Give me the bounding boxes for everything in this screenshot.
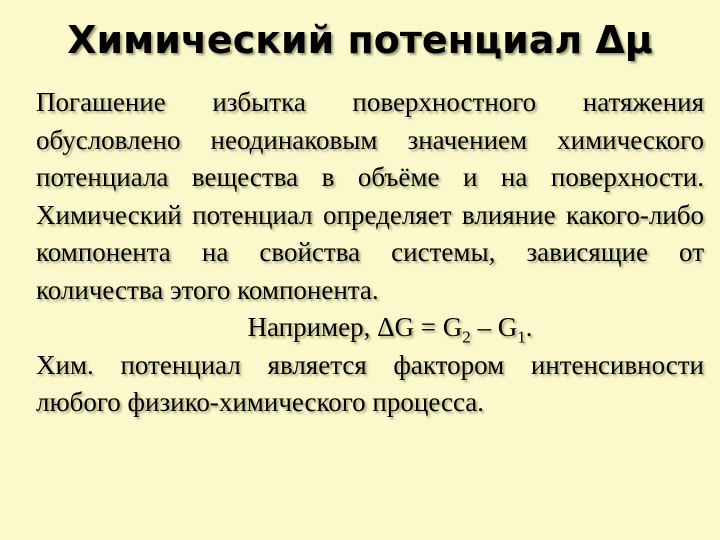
formula-subscript-1: 1 xyxy=(517,327,526,347)
slide-title: Химический потенциал Δμ xyxy=(67,18,653,62)
paragraph-chemical-potential: Погашение избытка поверхностного натяжения обусловлено неодинаковым значением химического потенциала вещества в объёме и на поверхности. Химический потенциал определяет влияние какого-либо компонента на свойства системы, зависящие от количества этого компонента. xyxy=(36,87,704,305)
slide-body xyxy=(36,84,704,422)
paragraph-intensity-factor: Хим. потенциал является фактором интенсивности любого физико-химического процесса. xyxy=(36,349,704,417)
formula-minus: – G xyxy=(470,312,518,342)
formula-subscript-2: 2 xyxy=(462,327,471,347)
formula-prefix: Например, ΔG = G xyxy=(247,312,463,342)
example-formula xyxy=(36,309,704,347)
formula-suffix: . xyxy=(525,312,533,342)
